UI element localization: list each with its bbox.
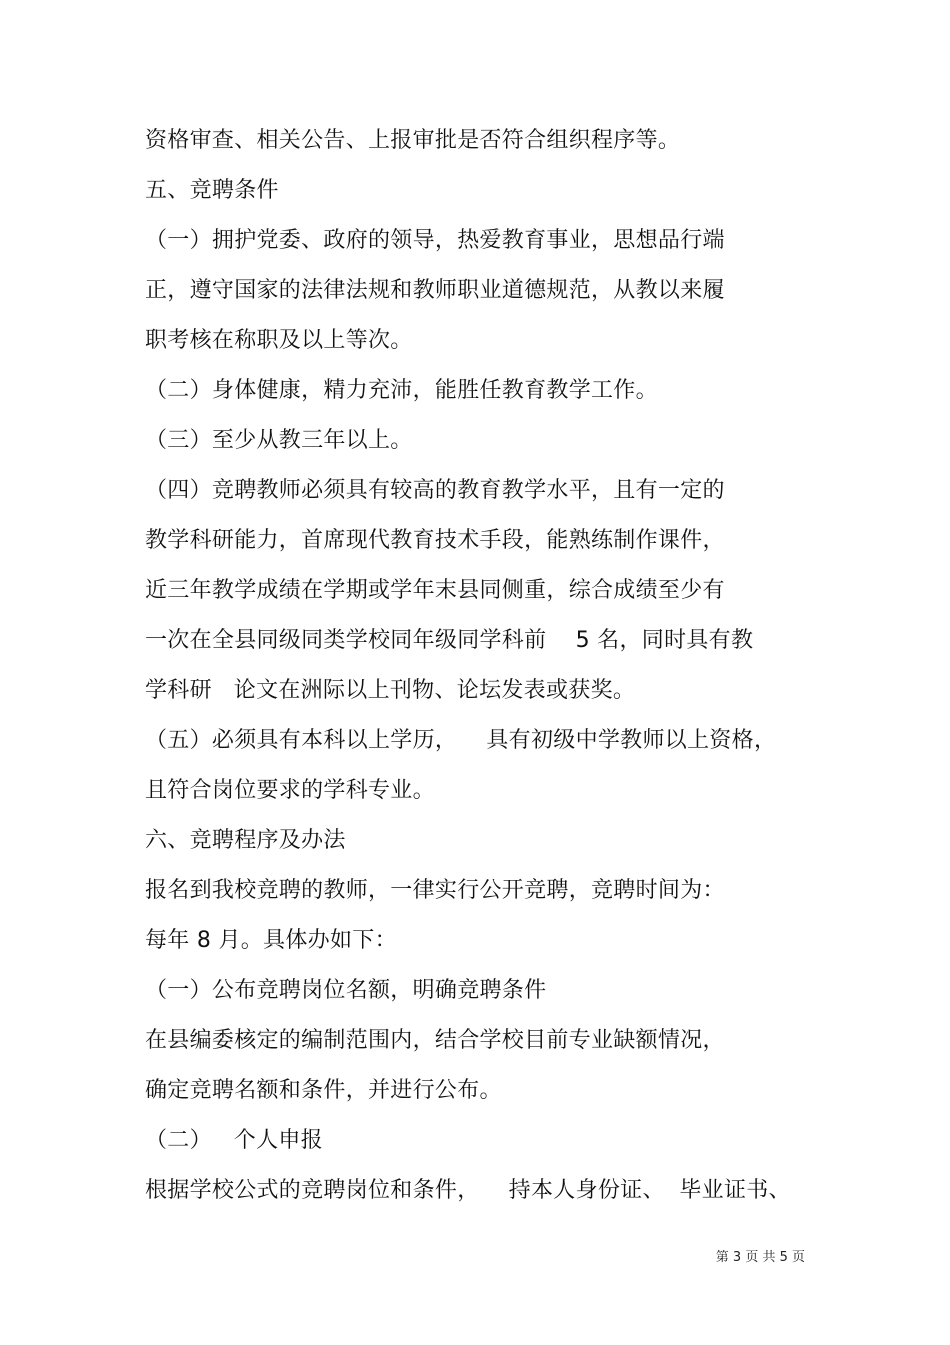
body-line-14: 且符合岗位要求的学科专业。	[145, 778, 435, 803]
body-line-22: 根据学校公式的竞聘岗位和条件， 持本人身份证、 毕业证书、	[145, 1178, 791, 1203]
body-line-20: 确定竞聘名额和条件，并进行公布。	[145, 1078, 502, 1103]
body-line-13: （五）必须具有本科以上学历， 具有初级中学教师以上资格，	[145, 728, 777, 753]
page-number-footer: 第 3 页 共 5 页	[715, 1250, 805, 1265]
section-heading-6: 六、竞聘程序及办法	[145, 828, 346, 853]
body-line-18: （一）公布竞聘岗位名额，明确竞聘条件	[145, 978, 547, 1003]
body-line-12: 学科研 论文在洲际以上刊物、论坛发表或获奖。	[145, 678, 636, 703]
body-line-11: 一次在全县同级同类学校同年级同学科前 5 名，同时具有教	[145, 628, 754, 653]
body-line-8: （四）竞聘教师必须具有较高的教育教学水平，且有一定的	[145, 478, 725, 503]
body-line-3: （一）拥护党委、政府的领导，热爱教育事业，思想品行端	[145, 228, 725, 253]
body-line-16: 报名到我校竞聘的教师，一律实行公开竞聘，竞聘时间为：	[145, 878, 725, 903]
section-heading-5: 五、竞聘条件	[145, 178, 279, 203]
body-line-1: 资格审查、相关公告、上报审批是否符合组织程序等。	[145, 128, 681, 153]
body-line-7: （三）至少从教三年以上。	[145, 428, 413, 453]
body-line-6: （二）身体健康，精力充沛，能胜任教育教学工作。	[145, 378, 658, 403]
body-line-19: 在县编委核定的编制范围内，结合学校目前专业缺额情况，	[145, 1028, 725, 1053]
body-line-9: 教学科研能力，首席现代教育技术手段，能熟练制作课件，	[145, 528, 725, 553]
body-line-10: 近三年教学成绩在学期或学年末县同侧重，综合成绩至少有	[145, 578, 725, 603]
body-line-4: 正，遵守国家的法律法规和教师职业道德规范，从教以来履	[145, 278, 725, 303]
body-line-21: （二） 个人申报	[145, 1128, 323, 1153]
body-line-17: 每年 8 月。具体办如下：	[145, 928, 397, 953]
body-line-5: 职考核在称职及以上等次。	[145, 328, 413, 353]
